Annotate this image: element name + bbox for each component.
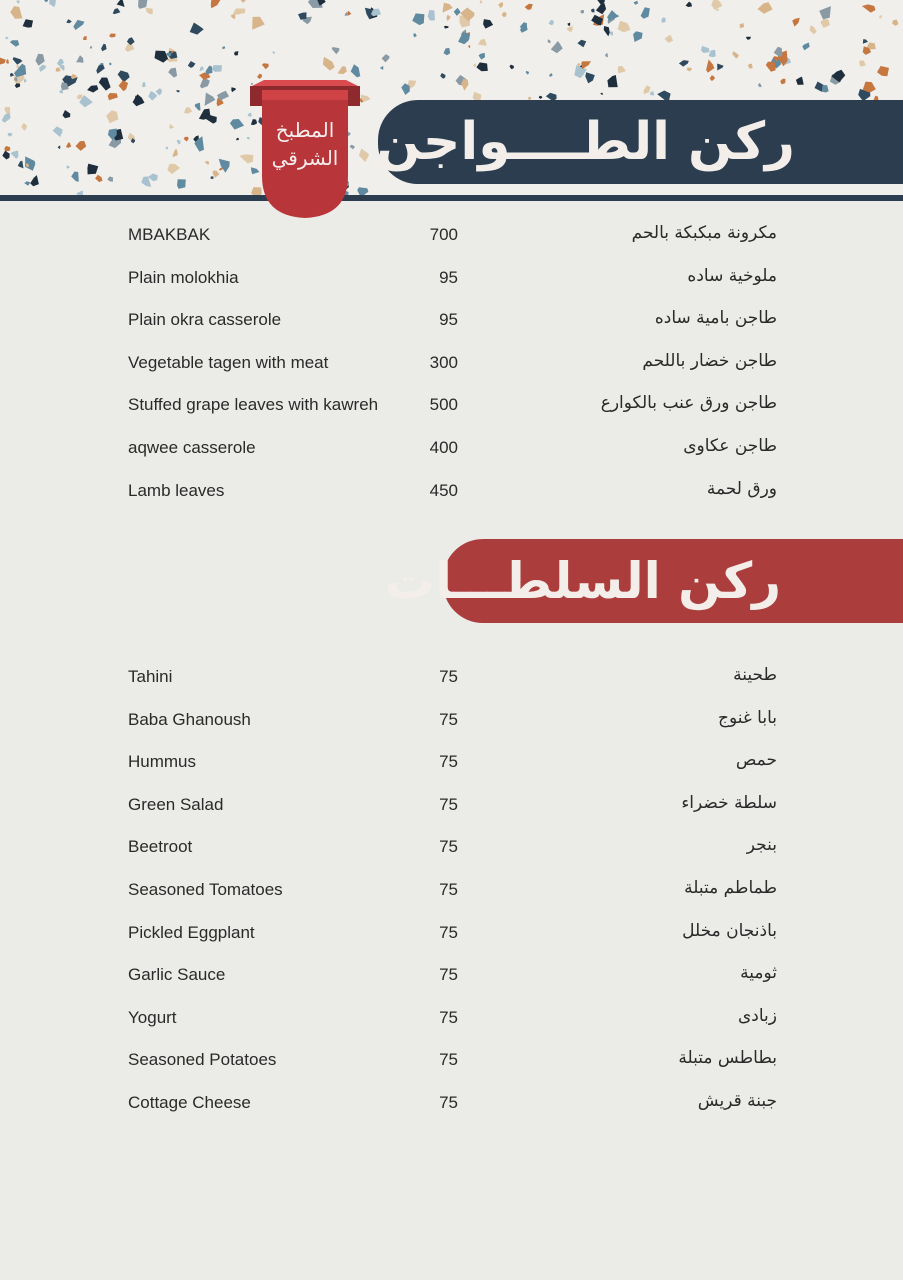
terrazzo-chip [877,66,889,76]
terrazzo-chip [525,4,533,10]
terrazzo-chip [35,54,44,66]
terrazzo-chip [18,161,24,169]
terrazzo-chip [444,48,451,55]
terrazzo-chip [195,103,201,111]
terrazzo-chip [109,63,112,66]
terrazzo-chip [142,82,145,87]
terrazzo-chip [351,64,361,77]
terrazzo-chip [59,90,63,94]
terrazzo-chip [71,172,79,182]
menu-item-arabic-name: مكرونة مبكبكة بالحم [631,223,777,243]
terrazzo-chip [412,13,424,25]
terrazzo-chip [298,12,307,20]
menu-item [0,667,903,710]
terrazzo-chip [177,140,181,145]
terrazzo-chip [802,43,809,51]
terrazzo-chip [213,171,220,178]
terrazzo-chip [63,110,71,118]
terrazzo-chip [502,12,507,17]
terrazzo-chip [262,63,269,69]
terrazzo-chip [206,66,213,75]
menu-item-english-name: Seasoned Potatoes [128,1050,277,1070]
menu-item [0,310,903,353]
terrazzo-chip [686,2,693,7]
menu-item-price: 75 [439,709,458,729]
menu-item-arabic-name: زبادى [738,1005,777,1026]
terrazzo-chip [380,66,384,70]
terrazzo-chip [219,159,230,173]
terrazzo-chip [338,66,347,74]
terrazzo-chip [679,60,689,67]
terrazzo-chip [618,21,631,33]
terrazzo-chip [665,35,674,43]
terrazzo-chip [577,40,586,47]
menu-item-arabic-name: طاجن ورق عنب بالكوارع [600,393,777,414]
terrazzo-chip [107,176,113,181]
terrazzo-chip [108,93,118,100]
terrazzo-chip [95,175,102,182]
terrazzo-chip [205,161,209,165]
terrazzo-chip [796,77,804,85]
menu-item-arabic-name: جبنة قريش [697,1090,777,1111]
terrazzo-chip [125,43,134,52]
terrazzo-chip [66,166,70,169]
terrazzo-chip [780,79,785,85]
terrazzo-chip [109,34,116,38]
terrazzo-chip [0,58,6,65]
menu-item-english-name: aqwee casserole [128,437,256,457]
terrazzo-chip [205,93,216,106]
header-divider [0,195,903,201]
menu-item [0,225,903,268]
tagines-title-text: ركن الطــــواجن [376,112,795,172]
menu-item-price: 300 [429,352,458,372]
terrazzo-chip [7,133,12,137]
terrazzo-chip [717,64,723,71]
terrazzo-chip [87,164,98,175]
terrazzo-chip [6,59,9,64]
menu-item-arabic-name: سلطة خضراء [681,792,777,813]
terrazzo-chip [746,37,751,40]
terrazzo-chip [211,0,221,8]
terrazzo-chip [23,19,33,27]
terrazzo-chip [468,45,470,48]
terrazzo-chip [155,51,169,63]
terrazzo-chip [118,70,130,82]
menu-item-english-name: Lamb leaves [128,480,225,500]
menu-item-price: 75 [439,837,458,857]
terrazzo-chip [188,61,196,68]
terrazzo-chip [168,68,177,78]
terrazzo-chip [190,23,204,35]
menu-item [0,877,903,923]
terrazzo-chip [454,8,461,16]
terrazzo-chip [548,39,551,43]
terrazzo-chip [39,65,47,72]
terrazzo-chip [701,46,710,53]
menu-item-english-name: Beetroot [128,837,193,857]
terrazzo-chip [526,71,529,75]
menu-item-arabic-name: حمص [735,750,777,771]
terrazzo-chip [650,91,655,95]
menu-item-price: 75 [439,879,458,899]
terrazzo-chip [323,57,335,71]
terrazzo-chip [732,51,739,58]
terrazzo-chip [483,19,493,29]
terrazzo-chip [184,137,189,142]
terrazzo-chip [113,8,121,14]
menu-item [0,1005,903,1051]
terrazzo-chip [498,2,503,8]
menu-item [0,920,903,966]
terrazzo-chip [13,57,23,65]
terrazzo-chip [792,18,800,27]
terrazzo-chip [58,146,61,150]
tagines-section-title [378,100,903,184]
terrazzo-chip [211,176,214,179]
terrazzo-chip [30,175,39,186]
terrazzo-chip [641,7,650,18]
terrazzo-chip [77,94,83,99]
terrazzo-chip [549,73,552,77]
terrazzo-chip [231,14,236,19]
terrazzo-chip [156,88,163,95]
terrazzo-chip [99,78,111,91]
terrazzo-chip [199,109,211,120]
terrazzo-chip [610,31,614,36]
menu-item-price: 95 [439,267,458,287]
terrazzo-chip [87,85,98,92]
ribbon-text [250,116,360,172]
terrazzo-chip [446,15,450,21]
menu-item-english-name: MBAKBAK [128,225,211,244]
terrazzo-chip [539,96,543,99]
menu-item [0,395,903,438]
terrazzo-chip [822,85,829,92]
salads-title-text: ركن السلطـــات [384,552,781,610]
menu-item-price: 75 [439,965,458,985]
terrazzo-chip [117,0,125,7]
terrazzo-chip [76,55,84,63]
menu-item-price: 75 [439,794,458,814]
terrazzo-chip [478,39,487,46]
terrazzo-chip [577,63,580,66]
terrazzo-chip [17,0,20,3]
menu-item-arabic-name: طماطم متبلة [684,877,777,898]
terrazzo-chip [711,0,722,10]
menu-item [0,265,903,311]
menu-item-arabic-name: ملوخية ساده [687,265,777,286]
oriental-kitchen-ribbon [250,80,360,220]
terrazzo-chip [820,19,829,28]
terrazzo-chip [5,37,8,40]
menu-item [0,350,903,396]
menu-item-arabic-name: طاجن بامية ساده [654,308,777,329]
terrazzo-chip [24,181,30,185]
menu-item-price: 95 [439,310,458,330]
terrazzo-chip [73,20,84,30]
terrazzo-chip [892,20,898,26]
terrazzo-chip [44,0,48,2]
menu-item-price: 500 [429,395,458,415]
menu-item-arabic-name: ورق لحمة [706,478,777,499]
terrazzo-chip [236,138,239,141]
menu-item [0,752,903,795]
menu-item-price: 75 [439,1007,458,1027]
terrazzo-chip [644,85,651,94]
terrazzo-chip [859,60,865,66]
menu-item-english-name: Yogurt [128,1007,177,1027]
terrazzo-chip [549,20,554,25]
menu-item-english-name: Plain molokhia [128,267,239,287]
terrazzo-chip [148,91,157,101]
terrazzo-chip [83,36,87,40]
terrazzo-chip [10,6,22,19]
menu-item-price: 700 [429,225,458,244]
menu-item-price: 75 [439,667,458,686]
terrazzo-chip [567,23,570,27]
terrazzo-chip [566,27,573,33]
menu-item-english-name: Green Salad [128,794,224,814]
terrazzo-chip [473,64,476,68]
terrazzo-chip [862,4,876,12]
terrazzo-chip [173,149,178,157]
terrazzo-chip [706,60,714,73]
terrazzo-chip [443,3,453,13]
menu-item-price: 75 [439,752,458,772]
terrazzo-chip [440,73,445,79]
terrazzo-chip [231,87,236,92]
terrazzo-chip [710,75,716,81]
terrazzo-chip [863,39,868,44]
terrazzo-chip [600,93,603,95]
terrazzo-chip [359,149,369,163]
terrazzo-chip [257,74,262,79]
menu-item [0,837,903,880]
terrazzo-chip [810,25,817,34]
terrazzo-chip [618,66,626,73]
terrazzo-chip [272,51,274,54]
terrazzo-chip [758,83,762,87]
tagines-menu-list [0,225,903,523]
terrazzo-chip [56,67,61,71]
terrazzo-chip [234,51,238,55]
menu-item-arabic-name: بنجر [746,835,777,856]
menu-item-arabic-name: طاجن عكاوى [683,435,777,456]
menu-item [0,792,903,838]
terrazzo-chip [109,138,121,148]
terrazzo-chip [222,46,225,49]
terrazzo-chip [14,64,26,78]
menu-item [0,965,903,1008]
menu-item-english-name: Garlic Sauce [128,965,226,985]
terrazzo-chip [774,47,783,57]
terrazzo-chip [176,90,179,92]
terrazzo-chip [169,124,174,129]
terrazzo-chip [200,67,204,72]
terrazzo-chip [551,41,563,53]
menu-item-english-name: Seasoned Tomatoes [128,879,283,899]
terrazzo-chip [138,0,147,9]
terrazzo-chip [2,151,9,160]
terrazzo-chip [634,1,639,5]
menu-item-arabic-name: بابا غنوج [717,707,777,728]
ribbon-line-2: الشرقي [271,146,339,170]
menu-item-english-name: Plain okra casserole [128,310,282,330]
ribbon-line-1: المطبخ [275,118,335,142]
terrazzo-chip [166,147,169,150]
terrazzo-chip [382,54,390,62]
terrazzo-chip [766,62,776,72]
menu-item-price: 75 [439,922,458,942]
terrazzo-chip [219,168,223,171]
terrazzo-chip [177,179,186,189]
terrazzo-chip [53,126,63,137]
menu-item-english-name: Vegetable tagen with meat [128,352,329,372]
menu-item-arabic-name: طحينة [733,665,777,685]
terrazzo-chip [11,151,19,159]
terrazzo-chip [476,62,487,71]
terrazzo-chip [2,112,11,122]
terrazzo-chip [4,107,10,114]
terrazzo-chip [580,10,584,14]
menu-item-english-name: Cottage Cheese [128,1092,251,1112]
terrazzo-chip [76,141,87,151]
terrazzo-chip [428,10,435,21]
terrazzo-chip [633,31,643,42]
menu-item [0,707,903,753]
terrazzo-chip [10,40,19,47]
terrazzo-chip [332,47,340,54]
terrazzo-chip [591,9,595,13]
salads-menu-list [0,667,903,1136]
menu-item [0,478,903,524]
terrazzo-chip [252,17,265,30]
menu-item-arabic-name: ثومية [740,963,777,984]
menu-item-price: 450 [429,480,458,500]
terrazzo-chip [24,79,27,83]
terrazzo-chip [96,65,105,74]
terrazzo-chip [101,44,107,52]
terrazzo-chip [60,65,65,71]
terrazzo-chip [90,46,92,49]
terrazzo-chip [596,3,606,14]
terrazzo-chip [212,65,222,72]
terrazzo-chip [66,19,72,23]
terrazzo-chip [66,143,71,148]
menu-item-price: 400 [429,437,458,457]
terrazzo-chip [758,2,773,14]
menu-item [0,435,903,481]
menu-item-price: 75 [439,1092,458,1112]
terrazzo-chip [21,123,27,131]
terrazzo-chip [709,50,716,58]
terrazzo-chip [748,64,753,69]
menu-item-english-name: Hummus [128,752,197,772]
menu-item-arabic-name: باذنجان مخلل [682,920,777,941]
menu-item-english-name: Stuffed grape leaves with kawreh [128,395,379,415]
terrazzo-chip [605,53,608,57]
terrazzo-chip [510,65,514,70]
terrazzo-chip [167,164,180,174]
terrazzo-chip [458,32,470,44]
menu-item-english-name: Baba Ghanoush [128,709,251,729]
menu-item-english-name: Pickled Eggplant [128,922,255,942]
terrazzo-chip [879,15,882,18]
menu-item-arabic-name: بطاطس متبلة [678,1048,777,1069]
terrazzo-chip [148,174,158,182]
terrazzo-chip [146,8,153,14]
terrazzo-chip [444,26,449,29]
terrazzo-chip [230,119,244,130]
menu-item-english-name: Tahini [128,667,173,686]
terrazzo-chip [661,17,665,23]
terrazzo-chip [480,0,483,3]
terrazzo-chip [585,72,595,83]
terrazzo-chip [607,75,617,87]
menu-item-price: 75 [439,1050,458,1070]
terrazzo-chip [687,67,692,71]
terrazzo-chip [233,8,245,14]
terrazzo-chip [604,26,610,36]
menu-item [0,1050,903,1093]
terrazzo-chip [119,80,129,91]
terrazzo-chip [819,6,831,19]
terrazzo-chip [740,23,745,28]
terrazzo-chip [413,33,416,37]
terrazzo-chip [49,0,56,7]
terrazzo-chip [10,73,14,77]
terrazzo-chip [479,53,486,60]
terrazzo-chip [15,83,20,88]
menu-item [0,1090,903,1136]
terrazzo-chip [581,61,591,69]
terrazzo-chip [241,0,246,3]
terrazzo-chip [106,110,118,123]
terrazzo-chip [184,107,192,113]
menu-item-arabic-name: طاجن خضار باللحم [642,350,777,371]
salads-section-title [384,539,903,623]
